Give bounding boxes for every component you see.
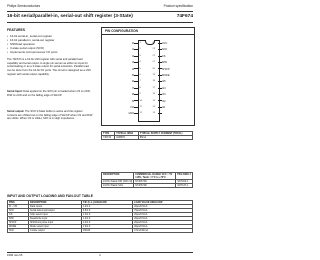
part-number: 74F674 [176,14,193,19]
table-cell: N74F674N [134,180,176,184]
pin-lead [131,61,138,65]
serial-input-text: Data applied on the SI/O pin is loaded when CS is LOW, R/W is LOW and on the falling edge of SH/CP. [7,90,91,97]
serial-output-label: Serial output: [7,110,25,113]
table-cell: 20µA/0.6mA [133,225,193,229]
table-cell: 70µA/0.6mA [133,209,193,213]
column-header: PINS [8,201,29,205]
features-heading: FEATURES [7,28,26,32]
feature-item: • Implements microprocessor I/O ports [7,50,93,54]
pin-label [117,80,138,83]
pin-number: 3 [139,54,141,57]
pin-lead [131,42,138,45]
table-cell: 1.0/1.0 [81,221,132,225]
pin-number: 7 [139,80,141,83]
pin-lead [131,93,138,97]
table-cell: SH/CP [8,221,29,225]
pin-lead [131,48,138,52]
table-cell: Data inputs [29,205,82,209]
pin-label [158,74,188,77]
column-header: TYPICAL fMAX [115,132,139,136]
pin-label [158,68,188,71]
pin-name: I15 [162,80,166,84]
column-header: TYPE [102,132,115,136]
pin-lead [131,86,138,90]
pin-name: SI/O [162,48,168,52]
feature-item: • Shift/load operation [7,42,93,46]
pin-lead [131,74,138,77]
pin-label [158,42,188,45]
pin-name: I13 [162,93,166,97]
ordering-table [101,172,193,188]
pin-label [158,100,188,103]
table-cell: SI/O [8,209,29,213]
pin-lead [134,107,138,108]
serial-output-text: The SI/O 3-State buffer is active and the register contents are shifted out on the falling edge of SH/CP when CS and R/W are HIGH. When CS is HIGH, SI/O is in High impedance. [7,110,93,121]
table-cell: 20µA/0.6mA [133,221,193,225]
table-cell: SOT137-1 [176,184,193,188]
company-name: Philips Semiconductors [7,4,41,8]
pin-label [158,48,188,51]
pin-label [117,55,138,58]
quick-reference-table [101,131,193,140]
pin-lead [131,99,138,103]
pin-name: I4 [131,67,134,71]
table-cell: SI/O [8,229,29,233]
table-row [8,229,193,233]
table-cell: 20µA/0.6mA [133,213,193,217]
features-list [7,34,93,54]
pin-name: VCC [162,42,168,45]
title-description: 16-bit serial/parallel-in, serial-out shift register (3-State) [7,14,133,19]
serial-input-label: Serial Input: [7,90,23,93]
pin-lead [131,67,138,71]
pin-name: R/W [162,61,167,65]
pin-label [117,100,138,103]
table-cell: Chip select input [29,213,82,217]
table-cell: N74F674D [134,184,176,188]
table-cell: Mode select input [29,225,82,229]
table-cell: 3.5/1.0 [81,209,132,213]
table-cell: MODE [8,225,29,229]
table-row [102,136,193,140]
pin-lead [134,113,138,114]
page-footer [7,253,193,257]
title-rule [7,22,193,23]
table-cell: 150/40 [81,229,132,233]
pin-name: I7 [131,86,134,90]
pin-configuration-heading: PIN CONFIGURATION [105,29,138,33]
page-header [7,4,193,10]
footer-date: 1996 Jan 05 [7,253,23,257]
description-paragraph: The 74F674 is a 16-bit shift register with serial and parallel load capability and serial output. A single pin serves as either an input for serial loading or as a 3-state output for serial extraction. Parallel load can be done from the 16-bit I/O ports. The circuit is designed as a shift register with serial output capability. [7,58,91,76]
pin-number: 9 [139,93,141,96]
pin-label [117,93,138,96]
pin-number: 22 [152,54,155,57]
pin-number: 18 [152,80,155,83]
column-header: COMMERCIAL RANGE VCC = 5V ±10%, Tamb = 0°C to +70°C [134,173,176,180]
feature-item: • 3-state serial output (SI/O) [7,46,93,50]
page-number: 2 [99,253,101,257]
io-table-body [8,205,193,233]
pin-number: 21 [152,61,155,64]
table-cell: 1.0/1.0 [81,205,132,209]
table-cell: SOT222-1 [176,180,193,184]
table-cell: 20µA/0.6mA [133,217,193,221]
pin-number: 16 [152,93,155,96]
pin-label [117,112,138,115]
pin-label [117,74,138,77]
pin-label [158,93,188,96]
pin-label [158,112,188,115]
pin-number: 2 [139,48,141,51]
column-header: LOAD VALUE HIGH/LOW [133,201,193,205]
pin-number: 8 [139,86,141,89]
table-cell: Serial data input/output [29,209,82,213]
pin-name: I12 [162,99,166,103]
pin-number: 1 [139,42,141,44]
table-cell: 1.0/1.0 [81,217,132,221]
pin-name: I5 [131,74,134,77]
pin-name: I11 [162,106,166,109]
column-header: PKG DWG # [176,173,193,180]
io-loading-table [7,200,193,233]
ic-package-diagram [138,40,160,122]
pin-name: I0 [131,42,134,45]
pin-name: SH/CP [162,67,170,71]
table-cell: 1.0/1.0 [81,225,132,229]
pin-name: I9 [131,99,134,103]
pin-name: I2 [131,54,134,58]
pin-name: CS [162,54,166,58]
table-row [102,184,193,188]
pin-number: 10 [139,99,142,102]
table-cell: 74F674 [102,136,115,140]
feature-item: • 16-bit serial-in, serial-out register [7,34,93,38]
pin-name: I8 [131,93,134,97]
column-header: TYPICAL SUPPLY CURRENT (TOTAL) [138,132,192,136]
pin-configuration-panel [101,27,195,126]
pin-label [158,80,188,83]
pin-lead [131,54,138,58]
feature-item: • 16-bit parallel-in, serial-out register [7,38,93,42]
pin-label [158,106,188,109]
pin-number: 13 [152,112,155,115]
pin-number: 20 [152,67,155,70]
table-cell: 24-Pin Plastic DIP (300 mil) [103,180,133,183]
pin-number: 15 [152,99,155,102]
table-cell: R/W [8,217,29,221]
pin-number: 19 [152,74,155,76]
column-header: 74F (U.L.) HIGH/LOW [81,201,132,205]
pin-label [117,68,138,71]
pin-number: 17 [152,86,155,89]
pin-label [158,61,188,64]
pin-name: MODE [162,74,170,77]
table-cell: Shift/clock pulse input [29,221,82,225]
pin-number: 11 [139,106,142,108]
table-cell: 85mA [138,136,192,140]
pin-lead [158,113,162,114]
pin-number: 5 [139,67,141,70]
pin-number: 4 [139,61,141,64]
table-cell: CS [8,213,29,217]
column-header: DESCRIPTION [102,173,134,180]
pin-label [158,87,188,90]
document-type: Product specification [163,4,193,8]
pin-name: I14 [162,86,166,90]
column-header: DESCRIPTION [29,201,82,205]
table-cell: 3.0mA/24mA [133,229,193,233]
pin-name: I3 [131,61,134,65]
pin-label [117,48,138,51]
serial-input-paragraph [7,90,93,97]
pin-number: 24 [152,42,155,44]
pin-name: I6 [131,80,134,84]
table-cell: Read/write input [29,217,82,221]
table-cell: 1.0/1.0 [81,213,132,217]
pin-name: I10 [130,106,134,109]
pin-label [117,106,138,109]
pin-number: 6 [139,74,141,76]
pin-number: 14 [152,106,155,108]
table-cell: 24-Pin Plastic SOL [102,184,134,188]
header-rule [7,11,193,12]
pin-number: 23 [152,48,155,51]
pin-label [117,61,138,64]
table-cell: I0 – I15 [8,205,29,209]
io-table-heading: INPUT AND OUTPUT LOADING AND FAN-OUT TABLE [7,194,93,198]
pin-number: 12 [139,112,142,115]
pin-label [117,87,138,90]
pin-name: I1 [131,48,134,52]
pin-label [117,42,138,45]
pin-lead [131,80,138,84]
pin-label [158,55,188,58]
pin-name: GND [128,112,134,116]
table-cell: 20µA/0.6mA [133,205,193,209]
table-cell: 3-state output [29,229,82,233]
table-cell: 100MHz [115,136,139,140]
serial-output-paragraph [7,110,93,121]
